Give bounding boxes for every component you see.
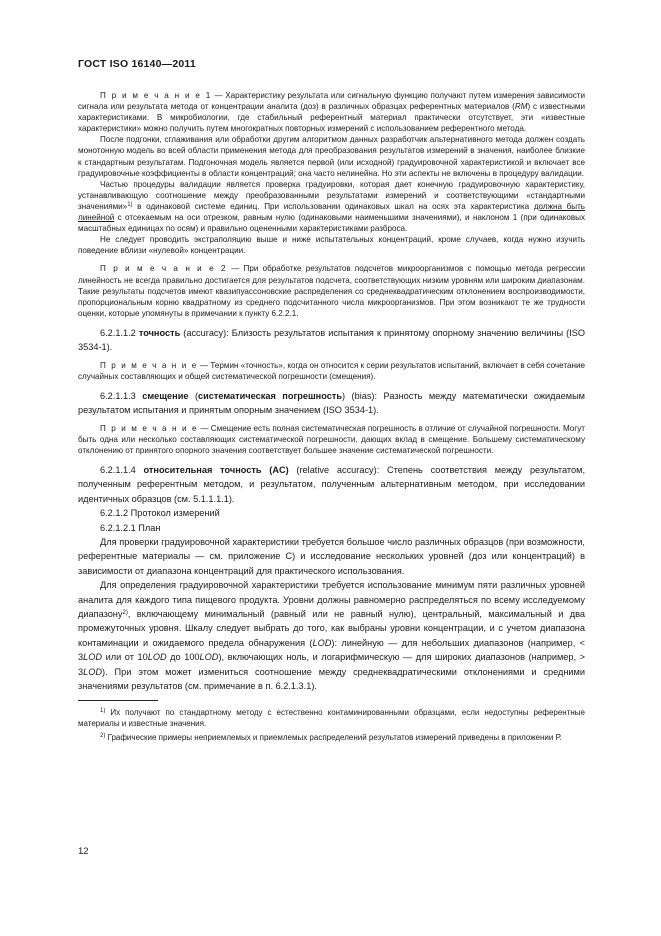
note-accuracy: П р и м е ч а н и е — Термин «точность», когда он относится к серии результатов испытаний, включает в себя сочетание случайных составляющих и общей систематической погрешности (смещения). [78, 360, 585, 381]
clause-bias: 6.2.1.1.3 смещение (систематическая погрешность) (bias): Разность между математически ожидаемым результатом испытания и принятым опорным значением (ISO 3534-1). [78, 390, 585, 416]
section-heading-plan: 6.2.1.2.1 План [100, 522, 161, 533]
footnote-1: $^{1)}$ Их получают по стандартному методу с естественно контаминированными образцами, если недоступны референтные материалы и известные значения. [78, 708, 585, 729]
footnote-separator [78, 700, 158, 701]
clause-accuracy: 6.2.1.1.2 точность (accuracy): Близость результатов испытания к принятому опорному значению величины (ISO 3534-1). [78, 327, 586, 353]
paragraph-calibration-levels: Для определения градуировочной характеристики требуется использование минимум пяти различных уровней аналита для каждого типа пищевого продукта. Уровни должны равномерно распределяться по всему исследуемому диапазону$^{2)}$, включающему минимальный (равный или не равный нулю), центральный, максимальный и два промежуточных уровня. Шкалу следует выбрать до того, как выбраны уровни концентрации, и с учетом диапазона контаминации и ожидаемого предела обнаружения (LOD): линейную — для небольших диапазонов (например, < 3LOD или от 10LOD до 100LOD), включающих ноль, и логарифмическую — для широких диапазонов (например, > 3LOD). При этом может измениться соотношение между среднеквадратическими отклонениями и средними значениями результатов (см. примечание в п. 6.2.1.3.1). [78, 580, 585, 692]
section-heading-protocol: 6.2.1.2 Протокол измерений [100, 508, 220, 519]
note-2: П р и м е ч а н и е 2 — При обработке результатов подсчетов микроорганизмов с помощью метода регрессии линейность не всегда правильно достигается для результатов подсчета, соответствующих низким уровням или широким диапазонам. Такие результаты подсчетов имеют квазипуассоновские распределения со среднеквадратическим отклонением воспроизводимости, пропорциональным корню квадратному из среднего подсчитанного числа микроорганизмов. При этом возникают те же трудности оценки, которые упомянуты в примечании к пункту 6.2.2.1. [78, 264, 585, 318]
page-body [78, 90, 585, 746]
footnote-ref-2: 2) [122, 610, 128, 617]
paragraph-fitting: После подгонки, сглаживания или обработки другим алгоритмом данных разработчик альтернативного метода должен создать монотонную модель во всей области применения метода для преобразования результатов измерений в значения, наиболее близкие к стандартным результатам. Подгоночная модель является первой (или исходной) градуировочной характеристикой и включает все градуировочные коэффициенты в области концентраций; она часто нелинейна. Но эти аспекты не включены в процедуру валидации. [78, 135, 585, 178]
note-1: П р и м е ч а н и е 1 — Характеристику результата или сигнальную функцию получают путем измерения зависимости сигнала или результата метода от концентрации аналита (доз) в различных образцах референтных материалов (RM) с известными характеристиками. В микробиологии, где стабильный референтный материал практически отсутствует, эти «известные характеристики» можно получить путем многократных повторных измерений с использованием референтного метода. [78, 91, 585, 134]
page-number: 12 [78, 846, 89, 857]
footnote-2: $^{2)}$ Графические примеры неприемлемых и приемлемых распределений результатов измерений приведены в приложении Р. [100, 733, 562, 743]
note-bias: П р и м е ч а н и е — Смещение есть полная систематическая погрешность в отличие от случайной погрешности. Могут быть одна или несколько составляющих систематической погрешности, дающих вклад в смещение. Большему систематическому отклонению от принятого опорного значения соответствует большее значение систематической погрешности. [78, 423, 585, 455]
footnote-ref-1: 1) [127, 201, 133, 208]
clause-relative-accuracy: 6.2.1.1.4 относительная точность (AC) (relative accuracy): Степень соответствия между результатом, полученным референтным методом, и результатом, полученным альтернативным методом, при исследовании идентичных образцов (см. 5.1.1.1.1). [78, 464, 585, 504]
paragraph-extrapolation: Не следует проводить экстраполяцию выше и ниже испытательных концентраций, кроме случаев, когда нужно изучить поведение вблизи «нулевой» концентрации. [78, 235, 585, 256]
paragraph-calibration-check: Для проверки градуировочной характеристики требуется большое число различных образцов (при возможности, референтные материалы — см. приложение С) и исследование нескольких уровней (доз или концентраций) в зависимости от диапазона концентраций для практического использования. [78, 537, 585, 576]
paragraph-validation: Частью процедуры валидации является проверка градуировки, которая дает конечную градуировочную характеристику, устанавливающую соотношение между преобразованными результатами измерений и соответствующими «стандартными значениями»$^{1)}$ в одинаковой системе единиц. При использовании одинаковых шкал на осях эта характеристика должна быть линейной с отсекаемым на оси отрезком, равным нулю (одинаковыми наименьшими значениями), и наклоном 1 (при одинаковых масштабных единицах по осям) и правильно оцененными характеристиками разброса. [78, 179, 586, 234]
document-header: ГОСТ ISO 16140—2011 [78, 58, 196, 70]
